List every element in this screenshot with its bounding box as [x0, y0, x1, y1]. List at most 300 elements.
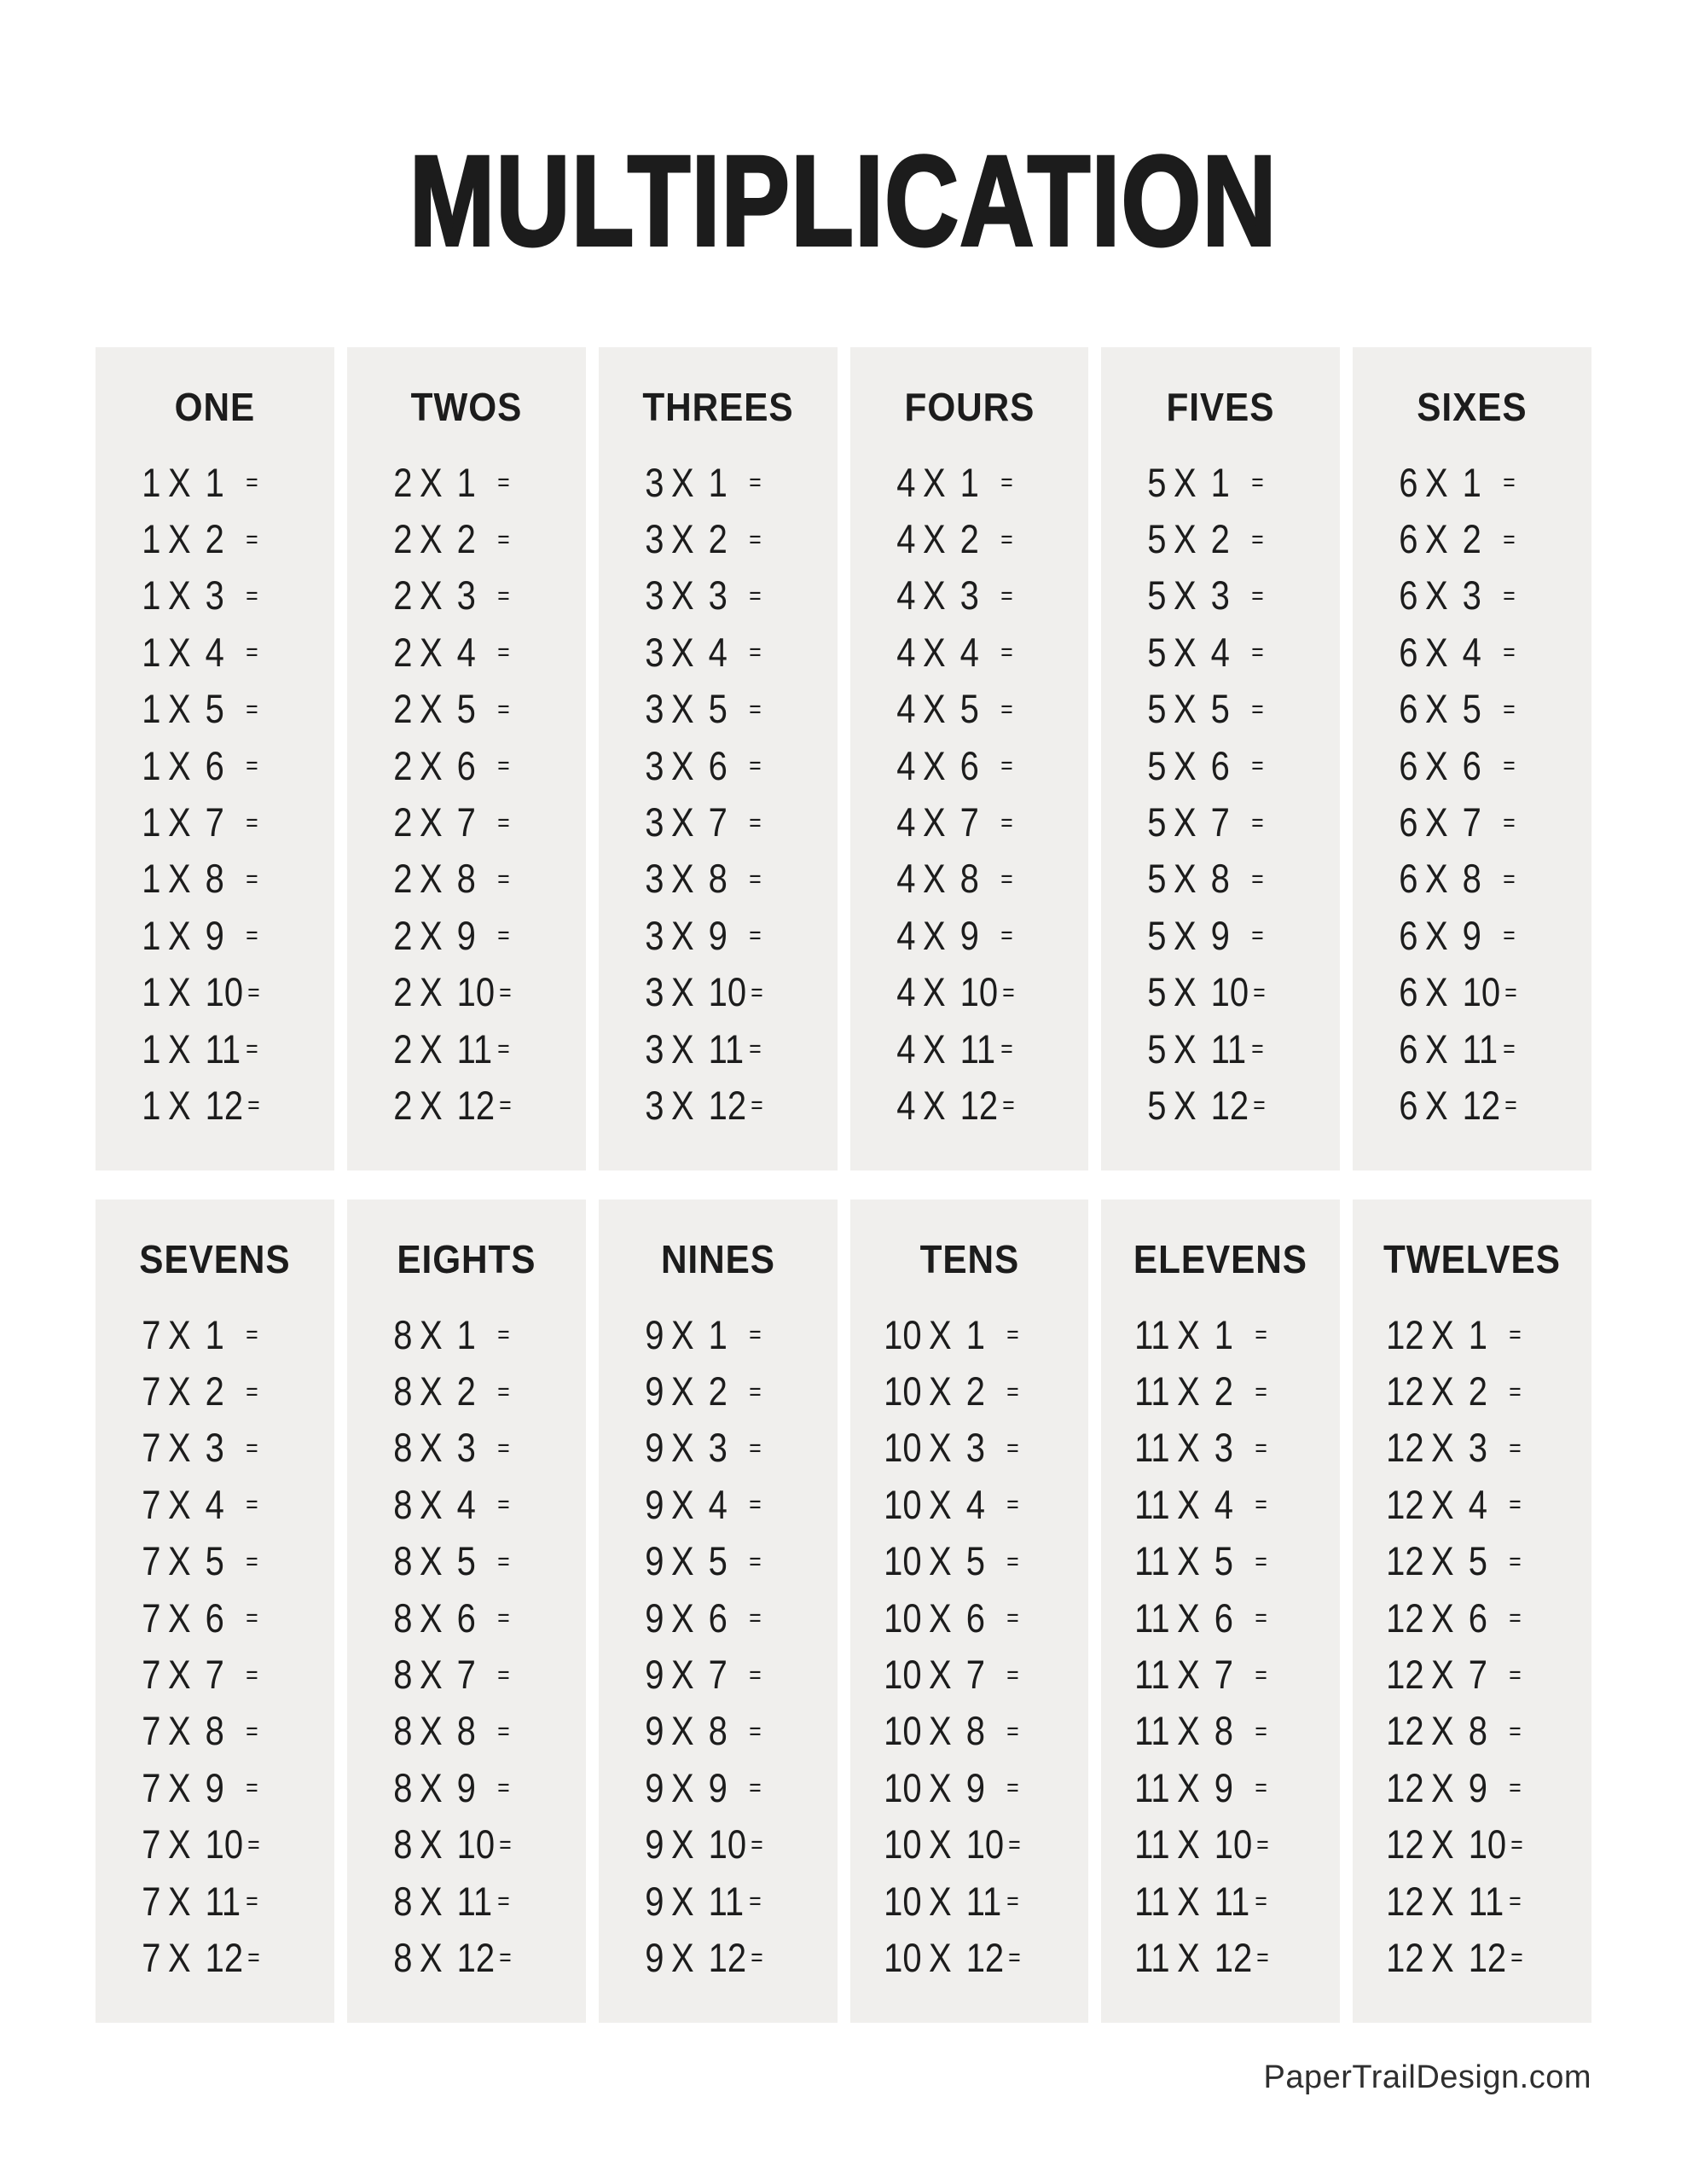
equals-symbol: = [246, 1434, 258, 1462]
multiplier-value: 7 [959, 799, 979, 845]
factor-value: 1 [142, 856, 161, 902]
factor-value: 5 [1147, 572, 1167, 619]
multiply-symbol: X [419, 1708, 443, 1754]
factor-value: 11 [1134, 1821, 1170, 1867]
equals-symbol: = [748, 1434, 761, 1462]
multiplier-value: 10 [708, 1821, 746, 1867]
multiplier-value: 1 [1215, 1311, 1234, 1357]
multiply-symbol: X [419, 1025, 443, 1072]
equation-row [850, 1703, 1053, 1759]
multiply-symbol: X [670, 516, 694, 562]
factor-value: 6 [1399, 856, 1418, 902]
factor-value: 2 [393, 629, 413, 675]
equals-symbol: = [1509, 1661, 1521, 1689]
multiply-symbol: X [419, 516, 443, 562]
multiply-symbol: X [1174, 912, 1197, 958]
equals-symbol: = [246, 752, 258, 781]
multiply-symbol: X [922, 516, 946, 562]
multiplier-value: 8 [1215, 1708, 1234, 1754]
multiply-symbol: X [670, 629, 694, 675]
multiply-symbol: X [1177, 1311, 1201, 1357]
multiply-symbol: X [168, 1481, 191, 1527]
multiply-symbol: X [922, 969, 946, 1015]
equals-symbol: = [748, 752, 761, 781]
equals-symbol: = [497, 582, 509, 610]
multiplier-value: 11 [1215, 1878, 1250, 1924]
multiply-symbol: X [922, 856, 946, 902]
multiply-symbol: X [928, 1708, 952, 1754]
multiplier-value: 8 [205, 856, 224, 902]
equation-row [850, 1306, 1053, 1362]
table-title: TWOS [410, 385, 523, 429]
factor-value: 8 [393, 1594, 413, 1641]
multiply-symbol: X [168, 969, 191, 1015]
equation-row [96, 1077, 299, 1133]
multiply-symbol: X [419, 1934, 443, 1980]
equals-symbol: = [247, 979, 259, 1007]
multiply-symbol: X [1174, 799, 1197, 845]
equation-row [599, 1873, 802, 1929]
equals-symbol: = [246, 809, 258, 837]
equation-row [1353, 907, 1556, 963]
factor-value: 2 [393, 856, 413, 902]
multiply-symbol: X [419, 912, 443, 958]
multiply-symbol: X [1431, 1878, 1454, 1924]
equals-symbol: = [1255, 1548, 1267, 1576]
multiplier-value: 10 [205, 1821, 244, 1867]
multiplier-value: 11 [1462, 1025, 1499, 1072]
equation-row [347, 1646, 550, 1702]
factor-value: 2 [393, 969, 413, 1015]
multiply-symbol: X [168, 856, 191, 902]
equals-symbol: = [497, 1378, 509, 1406]
multiplier-value: 7 [965, 1652, 985, 1698]
equation-row [347, 454, 550, 510]
table-panel [1101, 1199, 1340, 2023]
multiplier-value: 7 [205, 1652, 224, 1698]
equation-row [1101, 793, 1304, 850]
multiplier-value: 7 [1462, 799, 1482, 845]
multiply-symbol: X [419, 799, 443, 845]
multiply-symbol: X [1431, 1934, 1454, 1980]
factor-value: 5 [1147, 629, 1167, 675]
equation-row [1101, 1533, 1304, 1589]
equals-symbol: = [1503, 582, 1515, 610]
equals-symbol: = [1000, 752, 1012, 781]
equals-symbol: = [1509, 1548, 1521, 1576]
equation-row [1101, 1873, 1304, 1929]
multiply-symbol: X [1431, 1425, 1454, 1471]
multiplier-value: 6 [1210, 742, 1231, 788]
equals-symbol: = [497, 922, 509, 950]
multiplier-value: 11 [965, 1878, 1001, 1924]
equals-symbol: = [1000, 1036, 1012, 1064]
factor-value: 12 [1386, 1594, 1424, 1641]
equation-row [96, 454, 299, 510]
multiply-symbol: X [1177, 1538, 1201, 1584]
equation-row [850, 907, 1053, 963]
multiplier-value: 12 [708, 1934, 746, 1980]
factor-value: 5 [1147, 459, 1167, 505]
multiply-symbol: X [670, 686, 694, 732]
multiply-symbol: X [670, 1311, 694, 1357]
multiply-symbol: X [168, 1878, 191, 1924]
table-panel [850, 1199, 1089, 2023]
equals-symbol: = [748, 526, 761, 554]
equals-symbol: = [1255, 1491, 1267, 1519]
equation-row [599, 907, 802, 963]
equals-symbol: = [748, 1888, 761, 1916]
multiply-symbol: X [419, 1652, 443, 1698]
multiply-symbol: X [419, 1082, 443, 1128]
multiply-symbol: X [928, 1821, 952, 1867]
equation-row [1101, 1816, 1304, 1873]
multiplier-value: 3 [1215, 1425, 1234, 1471]
equals-symbol: = [1504, 1092, 1516, 1120]
multiply-symbol: X [419, 1878, 443, 1924]
factor-value: 6 [1399, 572, 1418, 619]
factor-value: 1 [142, 459, 161, 505]
equation-row [1101, 907, 1304, 963]
multiplier-value: 3 [965, 1425, 985, 1471]
equation-row [850, 1759, 1053, 1815]
table-panel [599, 1199, 838, 2023]
multiply-symbol: X [1425, 459, 1448, 505]
equation-row [850, 737, 1053, 793]
multiplier-value: 12 [1468, 1934, 1507, 1980]
multiply-symbol: X [419, 1481, 443, 1527]
factor-value: 4 [896, 742, 915, 788]
multiplier-value: 12 [965, 1934, 1004, 1980]
equation-list [850, 1306, 1089, 1986]
multiply-symbol: X [168, 1934, 191, 1980]
equals-symbol: = [1255, 1378, 1267, 1406]
multiply-symbol: X [1174, 1082, 1197, 1128]
factor-value: 4 [896, 516, 915, 562]
multiply-symbol: X [419, 1594, 443, 1641]
factor-value: 7 [142, 1934, 161, 1980]
factor-value: 6 [1399, 516, 1418, 562]
factor-value: 3 [644, 856, 664, 902]
multiplier-value: 2 [708, 516, 728, 562]
factor-value: 7 [142, 1594, 161, 1641]
equation-list [1101, 454, 1340, 1134]
multiplier-value: 4 [1468, 1481, 1488, 1527]
equation-row [1101, 1476, 1304, 1532]
factor-value: 9 [644, 1878, 664, 1924]
multiply-symbol: X [1425, 516, 1448, 562]
equation-row [96, 793, 299, 850]
equation-row [347, 1703, 550, 1759]
equals-symbol: = [497, 1888, 509, 1916]
multiply-symbol: X [419, 572, 443, 619]
multiplier-value: 6 [205, 742, 224, 788]
multiplier-value: 2 [965, 1368, 985, 1414]
factor-value: 8 [393, 1764, 413, 1810]
multiply-symbol: X [670, 1481, 694, 1527]
multiply-symbol: X [922, 799, 946, 845]
multiplier-value: 6 [456, 1594, 476, 1641]
multiply-symbol: X [670, 969, 694, 1015]
multiplier-value: 6 [708, 742, 728, 788]
multiply-symbol: X [168, 1764, 191, 1810]
equation-row [599, 793, 802, 850]
multiplier-value: 8 [456, 856, 476, 902]
equals-symbol: = [1503, 1036, 1515, 1064]
multiply-symbol: X [1177, 1594, 1201, 1641]
equals-symbol: = [497, 1036, 509, 1064]
equation-row [850, 1420, 1053, 1476]
equals-symbol: = [1503, 752, 1515, 781]
multiplier-value: 6 [456, 742, 476, 788]
equals-symbol: = [246, 1661, 258, 1689]
factor-value: 4 [896, 459, 915, 505]
equals-symbol: = [1510, 1831, 1522, 1859]
factor-value: 10 [883, 1594, 922, 1641]
equals-symbol: = [1509, 1378, 1521, 1406]
multiply-symbol: X [1431, 1652, 1454, 1698]
equation-row [96, 1703, 299, 1759]
multiplier-value: 10 [205, 969, 244, 1015]
multiplier-value: 9 [456, 1764, 476, 1810]
equals-symbol: = [497, 865, 509, 893]
equals-symbol: = [1251, 752, 1264, 781]
multiplier-value: 8 [1462, 856, 1482, 902]
multiplier-value: 10 [456, 969, 495, 1015]
factor-value: 9 [644, 1708, 664, 1754]
factor-value: 8 [393, 1934, 413, 1980]
table-title: FIVES [1166, 385, 1275, 429]
multiplier-value: 5 [959, 686, 979, 732]
multiply-symbol: X [1174, 459, 1197, 505]
multiply-symbol: X [928, 1311, 952, 1357]
equals-symbol: = [247, 1092, 259, 1120]
equation-row [96, 1873, 299, 1929]
equation-row [850, 681, 1053, 737]
multiplier-value: 6 [1215, 1594, 1234, 1641]
multiplier-value: 8 [965, 1708, 985, 1754]
table-title: FOURS [904, 385, 1035, 429]
multiplier-value: 1 [1210, 459, 1231, 505]
equation-row [599, 1759, 802, 1815]
factor-value: 10 [883, 1764, 922, 1810]
factor-value: 1 [142, 742, 161, 788]
factor-value: 7 [142, 1821, 161, 1867]
equals-symbol: = [246, 1378, 258, 1406]
multiply-symbol: X [922, 1082, 946, 1128]
multiply-symbol: X [419, 459, 443, 505]
equals-symbol: = [748, 1661, 761, 1689]
equals-symbol: = [1251, 469, 1264, 497]
multiply-symbol: X [419, 1311, 443, 1357]
multiply-symbol: X [1425, 912, 1448, 958]
multiplier-value: 6 [1462, 742, 1482, 788]
multiplier-value: 11 [1468, 1878, 1504, 1924]
multiply-symbol: X [670, 742, 694, 788]
factor-value: 3 [644, 969, 664, 1015]
factor-value: 3 [644, 799, 664, 845]
equation-row [96, 1362, 299, 1419]
multiplier-value: 4 [1462, 629, 1482, 675]
multiply-symbol: X [928, 1425, 952, 1471]
multiplier-value: 10 [1468, 1821, 1507, 1867]
multiplier-value: 2 [1468, 1368, 1488, 1414]
multiply-symbol: X [670, 1538, 694, 1584]
factor-value: 6 [1399, 1082, 1418, 1128]
equation-row [1353, 964, 1556, 1020]
equals-symbol: = [499, 1944, 511, 1972]
equals-symbol: = [748, 1605, 761, 1633]
equals-symbol: = [497, 1717, 509, 1745]
table-panel [850, 347, 1089, 1170]
equals-symbol: = [499, 979, 511, 1007]
equation-row [599, 1077, 802, 1133]
multiplier-value: 3 [456, 572, 476, 619]
multiply-symbol: X [1177, 1368, 1201, 1414]
equals-symbol: = [748, 1548, 761, 1576]
multiplier-value: 1 [205, 1311, 224, 1357]
equals-symbol: = [499, 1831, 511, 1859]
equation-row [1353, 1759, 1556, 1815]
equals-symbol: = [1000, 695, 1012, 723]
factor-value: 8 [393, 1821, 413, 1867]
equation-row [1101, 454, 1304, 510]
multiplier-value: 5 [205, 1538, 224, 1584]
equation-row [599, 1646, 802, 1702]
multiplier-value: 4 [965, 1481, 985, 1527]
equation-row [850, 1929, 1053, 1985]
equals-symbol: = [750, 1092, 762, 1120]
page-title: MULTIPLICATION [409, 129, 1278, 272]
table-title: TENS [919, 1237, 1019, 1281]
multiplier-value: 4 [205, 1481, 224, 1527]
equals-symbol: = [246, 1888, 258, 1916]
factor-value: 12 [1386, 1652, 1424, 1698]
multiplier-value: 6 [205, 1594, 224, 1641]
factor-value: 9 [644, 1481, 664, 1527]
equals-symbol: = [246, 469, 258, 497]
multiply-symbol: X [1177, 1652, 1201, 1698]
multiply-symbol: X [1431, 1821, 1454, 1867]
multiply-symbol: X [1425, 572, 1448, 619]
multiplier-value: 11 [1210, 1025, 1247, 1072]
multiply-symbol: X [1425, 799, 1448, 845]
factor-value: 10 [883, 1481, 922, 1527]
equals-symbol: = [1006, 1491, 1018, 1519]
equals-symbol: = [1503, 469, 1515, 497]
equals-symbol: = [1006, 1434, 1018, 1462]
equals-symbol: = [748, 809, 761, 837]
multiply-symbol: X [1174, 969, 1197, 1015]
multiplier-value: 1 [1462, 459, 1482, 505]
factor-value: 6 [1399, 912, 1418, 958]
equals-symbol: = [1000, 639, 1012, 667]
factor-value: 12 [1386, 1934, 1424, 1980]
factor-value: 4 [896, 799, 915, 845]
equation-row [96, 907, 299, 963]
equals-symbol: = [1007, 1831, 1020, 1859]
equals-symbol: = [748, 1491, 761, 1519]
equals-symbol: = [246, 1036, 258, 1064]
factor-value: 5 [1147, 1082, 1167, 1128]
equation-row [1353, 1533, 1556, 1589]
multiply-symbol: X [1174, 856, 1197, 902]
factor-value: 12 [1386, 1821, 1424, 1867]
factor-value: 8 [393, 1538, 413, 1584]
multiply-symbol: X [1177, 1708, 1201, 1754]
factor-value: 4 [896, 629, 915, 675]
equation-row [347, 964, 550, 1020]
multiplier-value: 9 [456, 912, 476, 958]
multiply-symbol: X [1177, 1821, 1201, 1867]
factor-value: 1 [142, 912, 161, 958]
factor-value: 8 [393, 1652, 413, 1698]
equals-symbol: = [1251, 809, 1264, 837]
equation-row [1101, 1589, 1304, 1646]
multiply-symbol: X [670, 1082, 694, 1128]
equation-row [850, 454, 1053, 510]
equation-row [347, 1420, 550, 1476]
equals-symbol: = [1006, 1321, 1018, 1350]
equation-row [599, 1533, 802, 1589]
equation-row [1101, 1929, 1304, 1985]
equals-symbol: = [247, 1831, 259, 1859]
factor-value: 3 [644, 516, 664, 562]
multiplier-value: 3 [1462, 572, 1482, 619]
table-title: NINES [660, 1237, 775, 1281]
multiplier-value: 1 [456, 459, 476, 505]
multiplier-value: 12 [708, 1082, 746, 1128]
factor-value: 11 [1134, 1708, 1170, 1754]
factor-value: 1 [142, 516, 161, 562]
equation-row [347, 1873, 550, 1929]
factor-value: 10 [883, 1708, 922, 1754]
equals-symbol: = [1253, 1092, 1266, 1120]
factor-value: 3 [644, 459, 664, 505]
equals-symbol: = [1251, 639, 1264, 667]
multiplier-value: 6 [959, 742, 979, 788]
equation-row [347, 1929, 550, 1985]
factor-value: 7 [142, 1538, 161, 1584]
equals-symbol: = [750, 1944, 762, 1972]
equals-symbol: = [748, 1036, 761, 1064]
multiplier-value: 11 [708, 1878, 744, 1924]
equation-list [599, 454, 838, 1134]
equals-symbol: = [1503, 695, 1515, 723]
multiply-symbol: X [928, 1481, 952, 1527]
equals-symbol: = [1251, 1036, 1264, 1064]
factor-value: 9 [644, 1934, 664, 1980]
equals-symbol: = [748, 1321, 761, 1350]
multiplier-value: 11 [205, 1878, 241, 1924]
multiplier-value: 9 [1215, 1764, 1234, 1810]
equals-symbol: = [1006, 1774, 1018, 1803]
equation-row [1353, 851, 1556, 907]
equation-row [1353, 1476, 1556, 1532]
table-title: SIXES [1417, 385, 1528, 429]
equation-row [1353, 1362, 1556, 1419]
multiply-symbol: X [670, 1878, 694, 1924]
equation-row [599, 1929, 802, 1985]
multiply-symbol: X [1431, 1708, 1454, 1754]
equation-row [96, 1589, 299, 1646]
multiplier-value: 1 [708, 1311, 728, 1357]
equals-symbol: = [1503, 865, 1515, 893]
equation-row [347, 1589, 550, 1646]
multiply-symbol: X [168, 1311, 191, 1357]
equation-row [96, 1020, 299, 1077]
table-panel [96, 347, 334, 1170]
